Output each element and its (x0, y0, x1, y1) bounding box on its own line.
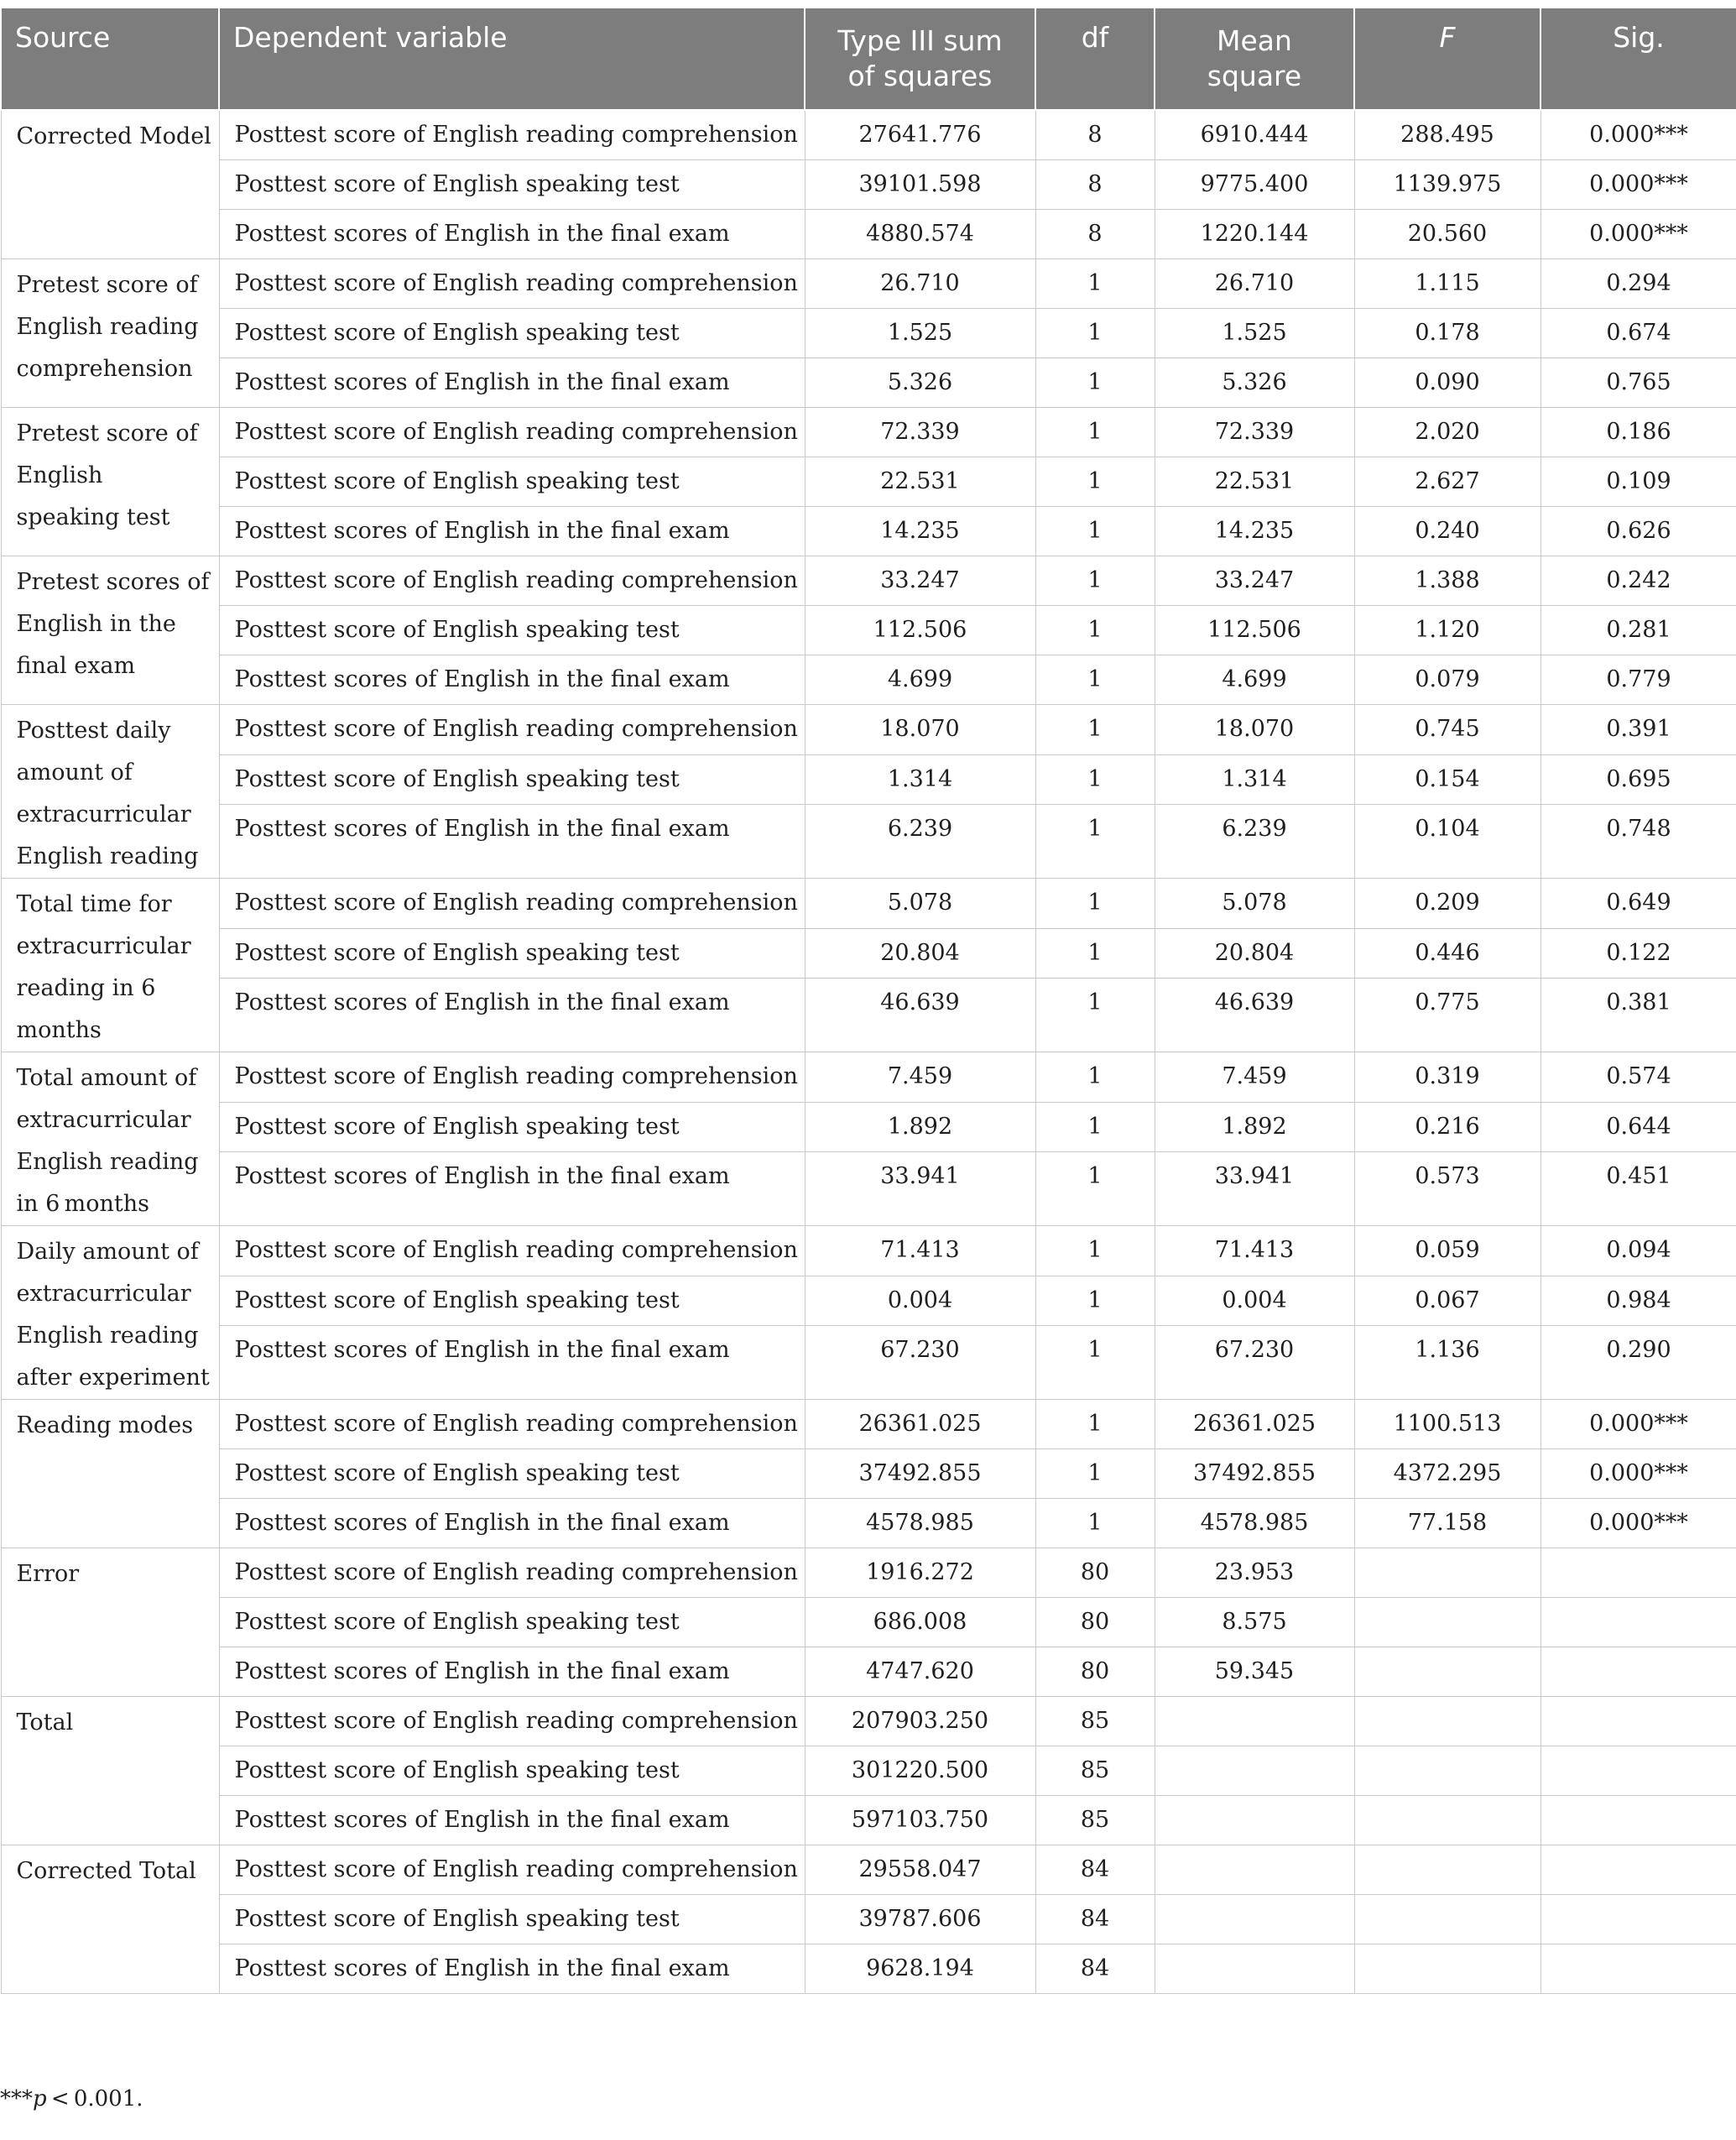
df-cell: 1 (1035, 1052, 1155, 1103)
df-cell: 1 (1035, 507, 1155, 556)
ms-cell (1155, 1796, 1354, 1845)
f-cell (1354, 1647, 1541, 1697)
dependent-variable-cell: Posttest score of English reading comprehension (219, 1697, 805, 1746)
f-cell: 0.573 (1354, 1152, 1541, 1226)
df-cell: 1 (1035, 457, 1155, 507)
table-row (1, 1796, 1736, 1845)
f-cell: 0.216 (1354, 1102, 1541, 1152)
sig-cell: 0.765 (1541, 358, 1736, 408)
ss-cell: 1.314 (805, 754, 1035, 805)
dependent-variable-cell: Posttest score of English speaking test (219, 754, 805, 805)
footnote-stars: *** (0, 2086, 33, 2111)
header-f: F (1354, 8, 1541, 110)
header-dependent-variable: Dependent variable (219, 8, 805, 110)
dependent-variable-cell: Posttest score of English speaking test (219, 457, 805, 507)
df-cell: 1 (1035, 979, 1155, 1052)
dependent-variable-cell: Posttest scores of English in the final exam (219, 210, 805, 259)
f-cell: 1.115 (1354, 259, 1541, 309)
ms-cell: 33.247 (1155, 556, 1354, 606)
ms-cell: 4578.985 (1155, 1499, 1354, 1548)
table-row (1, 1548, 1736, 1598)
ss-cell: 71.413 (805, 1226, 1035, 1276)
sig-cell (1541, 1647, 1736, 1697)
dependent-variable-cell: Posttest scores of English in the final exam (219, 1326, 805, 1400)
df-cell: 1 (1035, 1102, 1155, 1152)
sig-cell (1541, 1895, 1736, 1944)
sig-cell: 0.574 (1541, 1052, 1736, 1103)
header-row (1, 8, 1736, 110)
df-cell: 1 (1035, 879, 1155, 929)
df-cell: 1 (1035, 1449, 1155, 1499)
header-mean-square-line2: square (1207, 60, 1302, 92)
f-cell: 2.020 (1354, 408, 1541, 457)
table-row (1, 1052, 1736, 1103)
sig-cell: 0.381 (1541, 979, 1736, 1052)
sig-cell: 0.000*** (1541, 1449, 1736, 1499)
dependent-variable-cell: Posttest score of English reading comprehension (219, 1845, 805, 1895)
table-row (1, 1746, 1736, 1796)
table-row (1, 110, 1736, 160)
table-row (1, 754, 1736, 805)
source-cell: Total (1, 1697, 219, 1845)
df-cell: 1 (1035, 754, 1155, 805)
f-cell: 1100.513 (1354, 1400, 1541, 1449)
dependent-variable-cell: Posttest score of English speaking test (219, 1276, 805, 1326)
ms-cell: 6.239 (1155, 805, 1354, 879)
source-cell: Total time for extracurricular reading in 6 months (1, 879, 219, 1052)
ss-cell: 39787.606 (805, 1895, 1035, 1944)
ss-cell: 4.699 (805, 655, 1035, 705)
f-cell: 0.154 (1354, 754, 1541, 805)
dependent-variable-cell: Posttest score of English speaking test (219, 1102, 805, 1152)
f-cell: 0.178 (1354, 309, 1541, 358)
anova-table-container (0, 7, 1736, 1994)
ss-cell: 4747.620 (805, 1647, 1035, 1697)
df-cell: 1 (1035, 1400, 1155, 1449)
df-cell: 1 (1035, 705, 1155, 755)
df-cell: 1 (1035, 408, 1155, 457)
dependent-variable-cell: Posttest score of English reading comprehension (219, 705, 805, 755)
table-row (1, 457, 1736, 507)
ms-cell: 46.639 (1155, 979, 1354, 1052)
ss-cell: 9628.194 (805, 1944, 1035, 1994)
ss-cell: 26361.025 (805, 1400, 1035, 1449)
ss-cell: 39101.598 (805, 160, 1035, 210)
sig-cell: 0.000*** (1541, 160, 1736, 210)
source-cell: Error (1, 1548, 219, 1697)
ss-cell: 33.941 (805, 1152, 1035, 1226)
table-header (1, 8, 1736, 110)
sig-cell (1541, 1944, 1736, 1994)
df-cell: 80 (1035, 1548, 1155, 1598)
ms-cell: 0.004 (1155, 1276, 1354, 1326)
f-cell: 20.560 (1354, 210, 1541, 259)
dependent-variable-cell: Posttest scores of English in the final exam (219, 1796, 805, 1845)
ms-cell: 33.941 (1155, 1152, 1354, 1226)
ms-cell: 9775.400 (1155, 160, 1354, 210)
df-cell: 1 (1035, 1152, 1155, 1226)
table-row (1, 1102, 1736, 1152)
f-cell: 0.059 (1354, 1226, 1541, 1276)
f-cell: 0.319 (1354, 1052, 1541, 1103)
dependent-variable-cell: Posttest score of English speaking test (219, 1746, 805, 1796)
ms-cell: 20.804 (1155, 928, 1354, 979)
ms-cell: 5.326 (1155, 358, 1354, 408)
header-sum-of-squares (805, 8, 1035, 110)
df-cell: 1 (1035, 1326, 1155, 1400)
ms-cell (1155, 1746, 1354, 1796)
df-cell: 8 (1035, 160, 1155, 210)
table-row (1, 928, 1736, 979)
f-cell: 0.240 (1354, 507, 1541, 556)
ss-cell: 29558.047 (805, 1845, 1035, 1895)
ss-cell: 112.506 (805, 606, 1035, 655)
dependent-variable-cell: Posttest score of English reading comprehension (219, 879, 805, 929)
header-source: Source (1, 8, 219, 110)
table-row (1, 1647, 1736, 1697)
ss-cell: 7.459 (805, 1052, 1035, 1103)
sig-cell: 0.294 (1541, 259, 1736, 309)
f-cell: 0.209 (1354, 879, 1541, 929)
dependent-variable-cell: Posttest score of English reading comprehension (219, 1548, 805, 1598)
f-cell: 0.104 (1354, 805, 1541, 879)
dependent-variable-cell: Posttest scores of English in the final exam (219, 979, 805, 1052)
df-cell: 85 (1035, 1746, 1155, 1796)
source-cell: Reading modes (1, 1400, 219, 1548)
sig-cell: 0.122 (1541, 928, 1736, 979)
source-cell: Pretest score of English reading comprehension (1, 259, 219, 408)
df-cell: 80 (1035, 1598, 1155, 1647)
dependent-variable-cell: Posttest score of English speaking test (219, 1598, 805, 1647)
table-row (1, 1697, 1736, 1746)
dependent-variable-cell: Posttest score of English reading comprehension (219, 1052, 805, 1103)
dependent-variable-cell: Posttest score of English reading comprehension (219, 408, 805, 457)
table-row (1, 1152, 1736, 1226)
sig-cell (1541, 1697, 1736, 1746)
table-body (1, 110, 1736, 1994)
header-mean-square (1155, 8, 1354, 110)
ms-cell: 5.078 (1155, 879, 1354, 929)
sig-cell: 0.094 (1541, 1226, 1736, 1276)
ss-cell: 6.239 (805, 805, 1035, 879)
sig-cell: 0.644 (1541, 1102, 1736, 1152)
f-cell: 77.158 (1354, 1499, 1541, 1548)
dependent-variable-cell: Posttest score of English speaking test (219, 160, 805, 210)
dependent-variable-cell: Posttest scores of English in the final exam (219, 507, 805, 556)
ss-cell: 1916.272 (805, 1548, 1035, 1598)
df-cell: 1 (1035, 358, 1155, 408)
sig-cell: 0.000*** (1541, 1499, 1736, 1548)
ms-cell: 1.892 (1155, 1102, 1354, 1152)
f-cell: 2.627 (1354, 457, 1541, 507)
ss-cell: 18.070 (805, 705, 1035, 755)
f-cell: 0.090 (1354, 358, 1541, 408)
ms-cell: 72.339 (1155, 408, 1354, 457)
ss-cell: 46.639 (805, 979, 1035, 1052)
sig-cell: 0.451 (1541, 1152, 1736, 1226)
dependent-variable-cell: Posttest score of English speaking test (219, 1895, 805, 1944)
dependent-variable-cell: Posttest scores of English in the final exam (219, 805, 805, 879)
dependent-variable-cell: Posttest score of English reading comprehension (219, 556, 805, 606)
table-row (1, 879, 1736, 929)
ss-cell: 72.339 (805, 408, 1035, 457)
ss-cell: 686.008 (805, 1598, 1035, 1647)
df-cell: 1 (1035, 1276, 1155, 1326)
ss-cell: 5.326 (805, 358, 1035, 408)
ms-cell (1155, 1944, 1354, 1994)
anova-table (0, 7, 1736, 1994)
header-sum-of-squares-line2: of squares (847, 60, 993, 92)
dependent-variable-cell: Posttest scores of English in the final exam (219, 1647, 805, 1697)
table-row (1, 1895, 1736, 1944)
ms-cell: 1.525 (1155, 309, 1354, 358)
dependent-variable-cell: Posttest scores of English in the final exam (219, 1499, 805, 1548)
table-row (1, 1845, 1736, 1895)
ss-cell: 597103.750 (805, 1796, 1035, 1845)
f-cell (1354, 1944, 1541, 1994)
ms-cell: 6910.444 (1155, 110, 1354, 160)
source-cell: Total amount of extracurricular English reading in 6 months (1, 1052, 219, 1226)
ss-cell: 22.531 (805, 457, 1035, 507)
table-row (1, 507, 1736, 556)
dependent-variable-cell: Posttest score of English speaking test (219, 606, 805, 655)
f-cell (1354, 1598, 1541, 1647)
ms-cell: 112.506 (1155, 606, 1354, 655)
ms-cell: 8.575 (1155, 1598, 1354, 1647)
ss-cell: 20.804 (805, 928, 1035, 979)
f-cell: 1.388 (1354, 556, 1541, 606)
ms-cell: 4.699 (1155, 655, 1354, 705)
table-row (1, 1944, 1736, 1994)
table-row (1, 1276, 1736, 1326)
ss-cell: 27641.776 (805, 110, 1035, 160)
dependent-variable-cell: Posttest scores of English in the final exam (219, 358, 805, 408)
table-row (1, 358, 1736, 408)
df-cell: 8 (1035, 110, 1155, 160)
f-cell: 1139.975 (1354, 160, 1541, 210)
dependent-variable-cell: Posttest score of English speaking test (219, 309, 805, 358)
ms-cell (1155, 1697, 1354, 1746)
ms-cell: 37492.855 (1155, 1449, 1354, 1499)
f-cell (1354, 1746, 1541, 1796)
table-row (1, 705, 1736, 755)
ss-cell: 4578.985 (805, 1499, 1035, 1548)
ms-cell: 22.531 (1155, 457, 1354, 507)
table-row (1, 1400, 1736, 1449)
ms-cell: 7.459 (1155, 1052, 1354, 1103)
table-row (1, 259, 1736, 309)
ms-cell: 18.070 (1155, 705, 1354, 755)
f-cell (1354, 1697, 1541, 1746)
sig-cell (1541, 1746, 1736, 1796)
table-row (1, 606, 1736, 655)
sig-cell: 0.674 (1541, 309, 1736, 358)
ms-cell: 71.413 (1155, 1226, 1354, 1276)
ss-cell: 67.230 (805, 1326, 1035, 1400)
ss-cell: 4880.574 (805, 210, 1035, 259)
sig-cell: 0.000*** (1541, 210, 1736, 259)
ms-cell: 59.345 (1155, 1647, 1354, 1697)
ss-cell: 1.525 (805, 309, 1035, 358)
table-row (1, 309, 1736, 358)
df-cell: 1 (1035, 1499, 1155, 1548)
ms-cell: 26.710 (1155, 259, 1354, 309)
table-row (1, 1226, 1736, 1276)
table-row (1, 1449, 1736, 1499)
df-cell: 80 (1035, 1647, 1155, 1697)
df-cell: 1 (1035, 805, 1155, 879)
ss-cell: 207903.250 (805, 1697, 1035, 1746)
f-cell: 0.446 (1354, 928, 1541, 979)
table-row (1, 1499, 1736, 1548)
sig-cell: 0.186 (1541, 408, 1736, 457)
sig-cell: 0.000*** (1541, 1400, 1736, 1449)
df-cell: 84 (1035, 1845, 1155, 1895)
f-cell: 1.136 (1354, 1326, 1541, 1400)
ms-cell: 23.953 (1155, 1548, 1354, 1598)
df-cell: 1 (1035, 606, 1155, 655)
dependent-variable-cell: Posttest score of English reading comprehension (219, 1226, 805, 1276)
sig-cell: 0.649 (1541, 879, 1736, 929)
sig-cell (1541, 1548, 1736, 1598)
table-row (1, 655, 1736, 705)
dependent-variable-cell: Posttest scores of English in the final exam (219, 655, 805, 705)
ss-cell: 26.710 (805, 259, 1035, 309)
df-cell: 8 (1035, 210, 1155, 259)
f-cell: 0.079 (1354, 655, 1541, 705)
f-cell (1354, 1895, 1541, 1944)
table-row (1, 1326, 1736, 1400)
sig-cell: 0.626 (1541, 507, 1736, 556)
table-row (1, 979, 1736, 1052)
dependent-variable-cell: Posttest score of English reading comprehension (219, 259, 805, 309)
source-cell: Corrected Total (1, 1845, 219, 1994)
ss-cell: 14.235 (805, 507, 1035, 556)
source-cell: Posttest daily amount of extracurricular English reading (1, 705, 219, 879)
sig-cell: 0.748 (1541, 805, 1736, 879)
df-cell: 1 (1035, 309, 1155, 358)
sig-cell: 0.242 (1541, 556, 1736, 606)
sig-cell (1541, 1598, 1736, 1647)
df-cell: 85 (1035, 1796, 1155, 1845)
table-row (1, 805, 1736, 879)
table-row (1, 1598, 1736, 1647)
df-cell: 1 (1035, 259, 1155, 309)
header-sum-of-squares-line1: Type III sum (837, 24, 1003, 57)
ms-cell: 14.235 (1155, 507, 1354, 556)
f-cell (1354, 1796, 1541, 1845)
footnote-p: p (33, 2086, 47, 2111)
sig-cell (1541, 1796, 1736, 1845)
ss-cell: 0.004 (805, 1276, 1035, 1326)
sig-cell: 0.779 (1541, 655, 1736, 705)
footnote (0, 2086, 143, 2111)
sig-cell: 0.109 (1541, 457, 1736, 507)
ss-cell: 301220.500 (805, 1746, 1035, 1796)
sig-cell (1541, 1845, 1736, 1895)
source-cell: Daily amount of extracurricular English reading after experiment (1, 1226, 219, 1400)
f-cell (1354, 1845, 1541, 1895)
sig-cell: 0.391 (1541, 705, 1736, 755)
f-cell: 0.067 (1354, 1276, 1541, 1326)
df-cell: 1 (1035, 1226, 1155, 1276)
ms-cell (1155, 1895, 1354, 1944)
header-sig: Sig. (1541, 8, 1736, 110)
table-row (1, 210, 1736, 259)
dependent-variable-cell: Posttest score of English reading comprehension (219, 1400, 805, 1449)
f-cell: 288.495 (1354, 110, 1541, 160)
f-cell (1354, 1548, 1541, 1598)
df-cell: 84 (1035, 1944, 1155, 1994)
table-row (1, 408, 1736, 457)
df-cell: 1 (1035, 655, 1155, 705)
df-cell: 1 (1035, 556, 1155, 606)
ms-cell: 1.314 (1155, 754, 1354, 805)
f-cell: 0.745 (1354, 705, 1541, 755)
ss-cell: 37492.855 (805, 1449, 1035, 1499)
df-cell: 84 (1035, 1895, 1155, 1944)
source-cell: Pretest scores of English in the final exam (1, 556, 219, 705)
sig-cell: 0.695 (1541, 754, 1736, 805)
dependent-variable-cell: Posttest score of English reading comprehension (219, 110, 805, 160)
f-cell: 0.775 (1354, 979, 1541, 1052)
ms-cell: 67.230 (1155, 1326, 1354, 1400)
header-mean-square-line1: Mean (1217, 24, 1292, 57)
f-cell: 4372.295 (1354, 1449, 1541, 1499)
sig-cell: 0.281 (1541, 606, 1736, 655)
ss-cell: 33.247 (805, 556, 1035, 606)
ms-cell: 1220.144 (1155, 210, 1354, 259)
source-cell: Pretest score of English speaking test (1, 408, 219, 556)
sig-cell: 0.000*** (1541, 110, 1736, 160)
header-df: df (1035, 8, 1155, 110)
df-cell: 85 (1035, 1697, 1155, 1746)
dependent-variable-cell: Posttest scores of English in the final exam (219, 1152, 805, 1226)
ss-cell: 1.892 (805, 1102, 1035, 1152)
dependent-variable-cell: Posttest score of English speaking test (219, 1449, 805, 1499)
dependent-variable-cell: Posttest scores of English in the final exam (219, 1944, 805, 1994)
source-cell: Corrected Model (1, 110, 219, 259)
df-cell: 1 (1035, 928, 1155, 979)
sig-cell: 0.290 (1541, 1326, 1736, 1400)
table-row (1, 556, 1736, 606)
ss-cell: 5.078 (805, 879, 1035, 929)
f-cell: 1.120 (1354, 606, 1541, 655)
sig-cell: 0.984 (1541, 1276, 1736, 1326)
dependent-variable-cell: Posttest score of English speaking test (219, 928, 805, 979)
table-row (1, 160, 1736, 210)
ms-cell (1155, 1845, 1354, 1895)
ms-cell: 26361.025 (1155, 1400, 1354, 1449)
footnote-threshold: < 0.001. (46, 2086, 143, 2111)
